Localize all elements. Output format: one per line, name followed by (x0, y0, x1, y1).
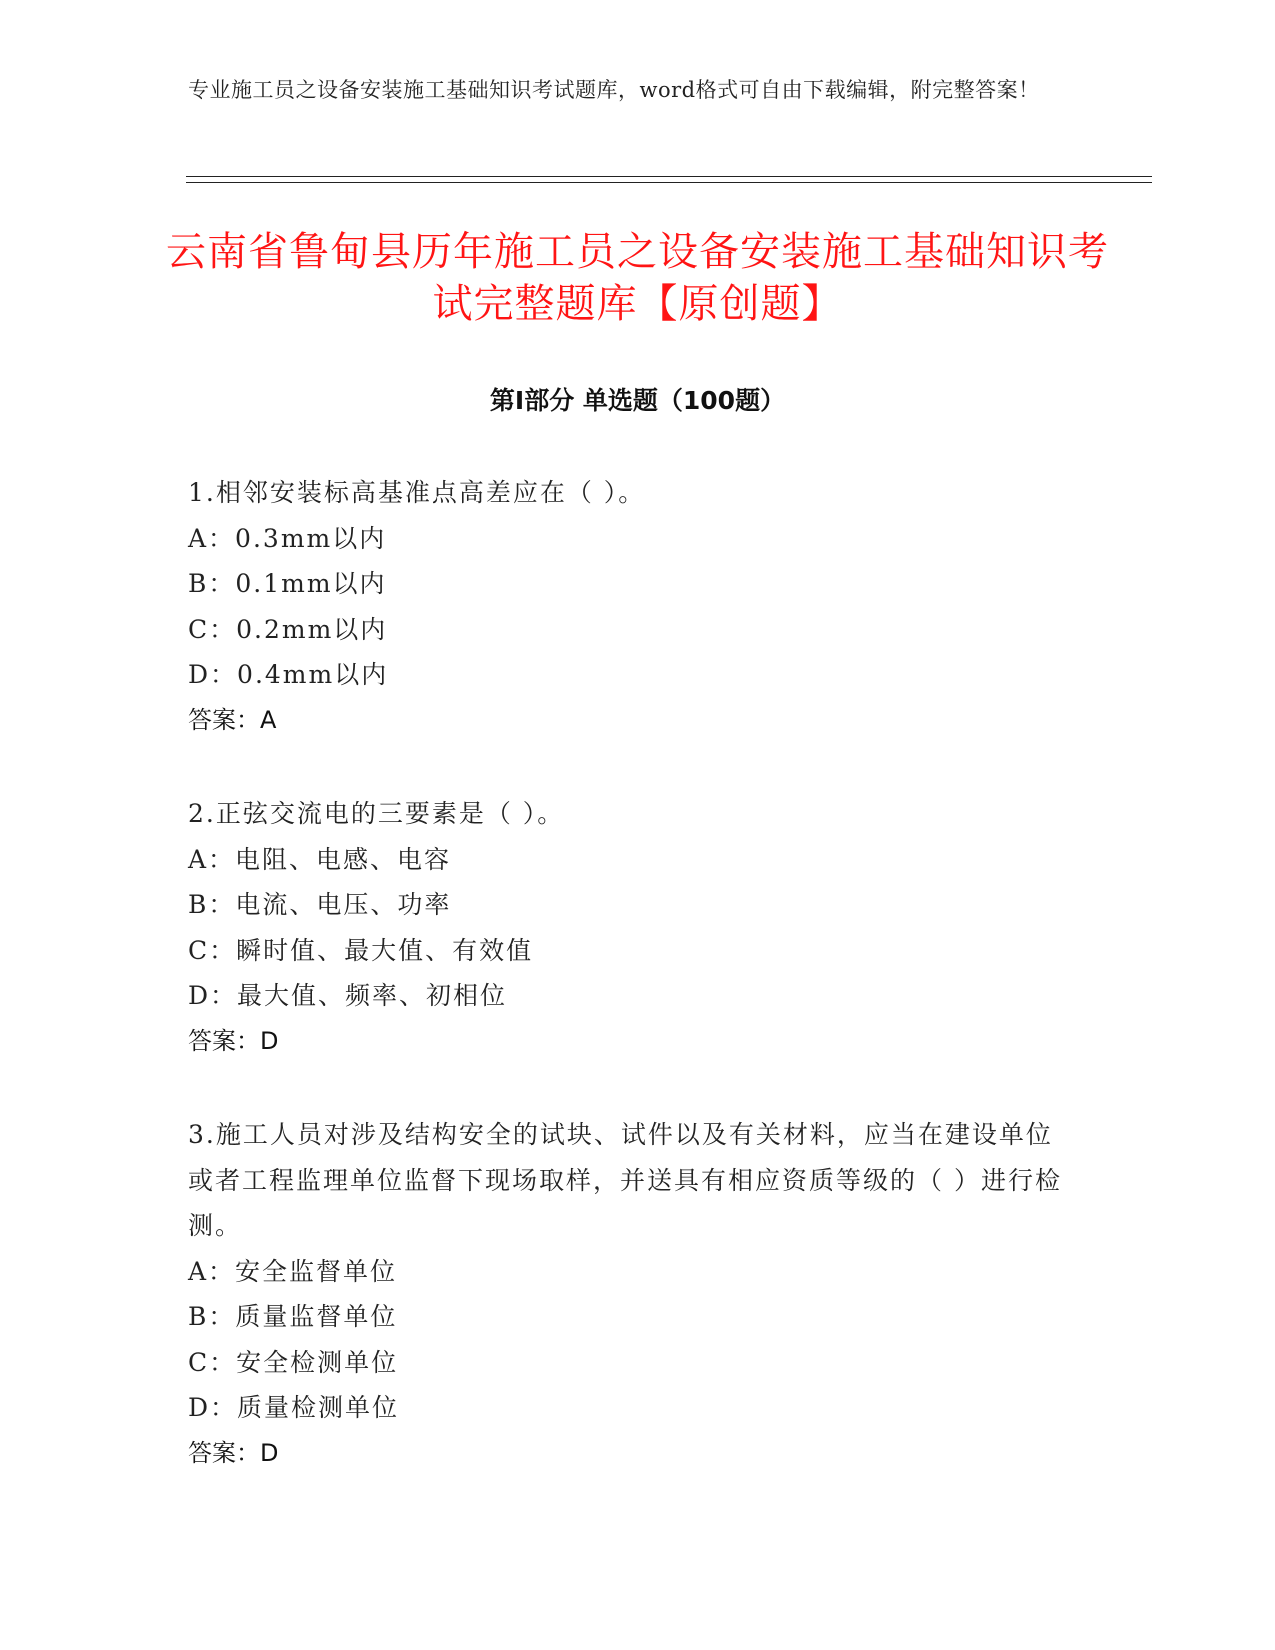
option-c: C：瞬时值、最大值、有效值 (188, 935, 534, 965)
answer-line: 答案：D (188, 1438, 279, 1467)
option-b: B：0.1mm以内 (188, 569, 387, 598)
question-stem: 1.相邻安装标高基准点高差应在（ ）。 (188, 478, 646, 507)
option-d: D：0.4mm以内 (188, 660, 389, 689)
header-divider-top (186, 176, 1152, 177)
option-c: C：0.2mm以内 (188, 614, 388, 644)
option-d: D：最大值、频率、初相位 (188, 981, 508, 1010)
option-a: A：0.3mm以内 (188, 523, 387, 553)
question-stem: 2.正弦交流电的三要素是（ ）。 (188, 799, 565, 828)
header-note: 专业施工员之设备安装施工基础知识考试题库，word格式可自由下载编辑，附完整答案！ (188, 78, 1040, 102)
option-c: C：安全检测单位 (188, 1347, 399, 1377)
option-b: B：电流、电压、功率 (188, 890, 452, 919)
question-item (188, 791, 1068, 1064)
question-item (188, 470, 1068, 743)
header-divider-bottom (186, 182, 1152, 183)
section-heading: 第Ⅰ部分 单选题（100题） (489, 386, 786, 415)
document-title: 云南省鲁甸县历年施工员之设备安装施工基础知识考试完整题库【原创题】 (166, 229, 1109, 327)
answer-line: 答案：D (188, 1026, 279, 1055)
option-a: A：电阻、电感、电容 (188, 844, 452, 874)
question-stem: 3.施工人员对涉及结构安全的试块、试件以及有关材料，应当在建设单位或者工程监理单位监督下现场取样，并送具有相应资质等级的（ ）进行检测。 (188, 1120, 1062, 1240)
answer-line: 答案：A (188, 705, 277, 734)
option-d: D：质量检测单位 (188, 1393, 400, 1422)
option-a: A：安全监督单位 (188, 1256, 398, 1286)
question-item (188, 1112, 1068, 1476)
option-b: B：质量监督单位 (188, 1302, 398, 1331)
question-list (188, 470, 1068, 1524)
